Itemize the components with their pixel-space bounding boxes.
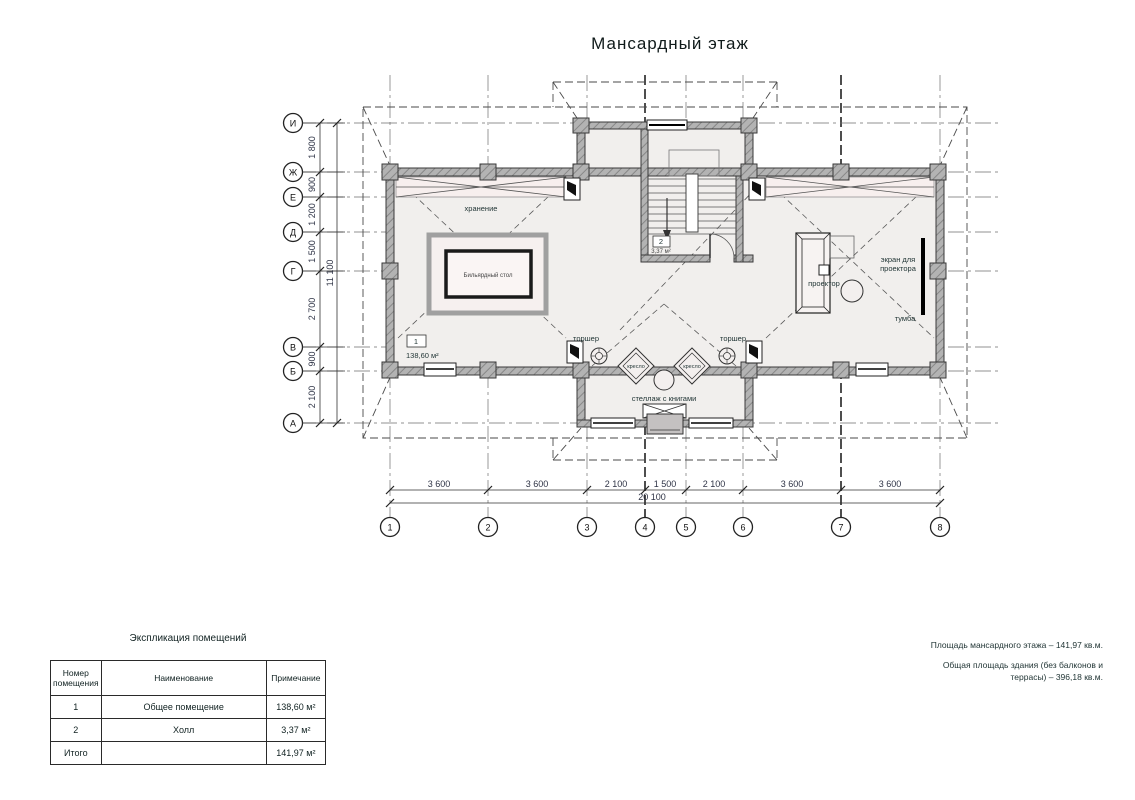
dim-col-5: 3 600: [780, 479, 804, 489]
floor-lamp-right: [719, 348, 735, 364]
table-row: [51, 719, 326, 742]
room-legend: [50, 633, 326, 765]
lamp-right-label: торшер: [719, 334, 747, 343]
bookshelf-label: стеллаж с книгами: [631, 394, 697, 403]
dim-row-6: 2 100: [307, 385, 317, 409]
cabinet-label: тумба: [894, 314, 916, 323]
projector: [819, 265, 829, 275]
col-axis-markers: [381, 518, 950, 537]
dim-row-0: 1 800: [307, 136, 317, 159]
dim-row-1: 900: [307, 176, 317, 193]
page-title: Мансардный этаж: [591, 34, 749, 53]
table-row: [51, 696, 326, 719]
col-header-number: Номер помещения: [51, 661, 102, 696]
room2-number: 2: [658, 237, 664, 246]
axis-row-v: В: [289, 342, 297, 353]
bookshelf: [643, 404, 686, 434]
total-area-note-line1: Общая площадь здания (без балконов и: [942, 660, 1103, 671]
total-area-note-line2: террасы) – 396,18 кв.м.: [1010, 671, 1103, 682]
axis-col-7: 7: [838, 522, 844, 533]
cell-name: [101, 742, 266, 765]
axis-col-8: 8: [937, 522, 943, 533]
room2-area: 3,37 м²: [651, 249, 671, 255]
dim-col-2: 2 100: [604, 479, 628, 489]
dim-row-4: 2 700: [307, 297, 317, 321]
round-table: [841, 280, 863, 302]
attic-area-note: Площадь мансардного этажа – 141,97 кв.м.: [930, 640, 1103, 650]
storage-label: хранение: [464, 204, 498, 213]
dim-row-2: 1 200: [307, 203, 317, 226]
lamp-left-label: торшер: [572, 334, 600, 343]
axis-row-d: Д: [289, 227, 297, 238]
axis-col-1: 1: [387, 522, 393, 533]
dim-row-total: 11 100: [325, 259, 335, 287]
explication-table: [50, 660, 326, 765]
axis-row-i: И: [289, 118, 297, 129]
floor-lamp-left: [591, 348, 607, 364]
axis-row-e: Е: [289, 192, 297, 203]
cell-note: 3,37 м²: [266, 719, 325, 742]
row-axis-markers: [284, 114, 303, 433]
legend-title: Экспликация помещений: [129, 633, 247, 644]
axis-row-b: Б: [290, 366, 296, 377]
chair-right-label: кресло: [683, 364, 701, 370]
col-header-name: Наименование: [101, 661, 266, 696]
left-dimension-chain: [303, 119, 346, 427]
cell-number: 2: [51, 719, 102, 742]
side-table: [654, 370, 674, 390]
axis-col-2: 2: [485, 522, 491, 533]
table-row: [51, 742, 326, 765]
dim-col-6: 3 600: [878, 479, 902, 489]
cell-name: Холл: [101, 719, 266, 742]
chair-left-label: кресло: [627, 364, 645, 370]
projector-label: проектор: [808, 279, 840, 288]
axis-col-3: 3: [584, 522, 590, 533]
cell-name: Общее помещение: [101, 696, 266, 719]
axis-row-zh: Ж: [288, 167, 298, 178]
dim-col-0: 3 600: [427, 479, 451, 489]
dim-col-1: 3 600: [525, 479, 549, 489]
col-header-note: Примечание: [266, 661, 325, 696]
cell-number: Итого: [51, 742, 102, 765]
cell-note: 141,97 м²: [266, 742, 325, 765]
dim-col-4: 2 100: [702, 479, 726, 489]
axis-row-a: А: [289, 418, 297, 429]
cell-note: 138,60 м²: [266, 696, 325, 719]
axis-row-g: Г: [290, 266, 296, 277]
dim-col-total: 20 100: [638, 492, 666, 502]
room1-number: 1: [413, 337, 419, 346]
bottom-dimension-chain: [386, 479, 944, 507]
area-notes: [833, 640, 1103, 683]
cell-number: 1: [51, 696, 102, 719]
storage-zone-right: [766, 177, 934, 197]
axis-col-6: 6: [740, 522, 746, 533]
axis-col-5: 5: [683, 522, 689, 533]
dim-row-5: 900: [307, 351, 317, 367]
screen-label-line1: экран для: [880, 255, 916, 264]
dim-row-3: 1 500: [307, 240, 317, 263]
axis-col-4: 4: [642, 522, 648, 533]
billiard-table-label: Бильярдный стол: [463, 273, 513, 279]
dim-col-3: 1 500: [653, 479, 677, 489]
screen-label-line2: проектора: [880, 264, 916, 273]
room1-area: 138,60 м²: [406, 351, 439, 360]
